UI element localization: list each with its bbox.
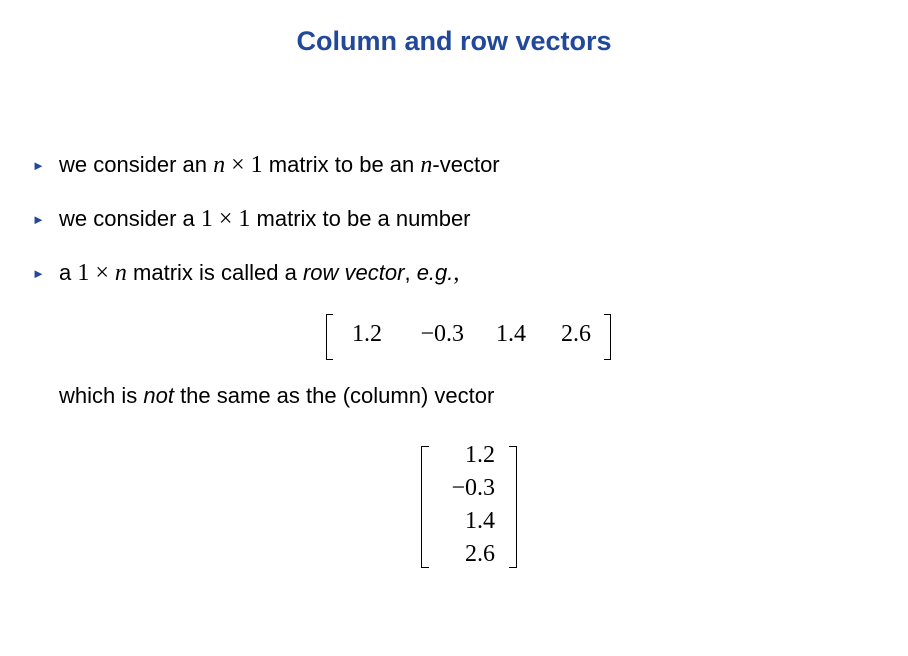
emphasis-text: row vector	[302, 260, 405, 285]
bullet-text: we consider an	[59, 152, 214, 177]
matrix-entry: 2.6	[561, 321, 591, 347]
right-bracket	[509, 446, 517, 568]
bullet-text: -vector	[432, 152, 500, 177]
math-expression: × 1	[225, 152, 263, 178]
math-variable: n	[114, 260, 127, 286]
math-expression: 1 × 1	[200, 206, 251, 232]
bullet-text: matrix to be a number	[250, 206, 471, 231]
emphasis-text: not	[143, 383, 174, 408]
matrix-entry: 2.6	[465, 541, 495, 567]
matrix-entry: 1.4	[465, 508, 495, 534]
emphasis-text: e.g.	[416, 260, 454, 285]
triangle-bullet-icon: ►	[32, 158, 45, 173]
right-bracket	[604, 314, 611, 360]
math-expression: 1 ×	[77, 260, 115, 286]
triangle-bullet-icon: ►	[32, 266, 45, 281]
bullet-item-2	[32, 205, 471, 234]
triangle-bullet-icon: ►	[32, 212, 45, 227]
bullet-item-3	[32, 259, 459, 288]
bullet-text: a	[59, 260, 78, 285]
followup-text	[59, 382, 494, 410]
bullet-text: ,	[404, 260, 417, 285]
matrix-entry: 1.2	[352, 321, 382, 347]
column-vector-matrix	[421, 442, 517, 568]
math-variable: n	[213, 152, 226, 178]
math-expression: ,	[453, 260, 460, 286]
matrix-entry: −0.3	[451, 475, 495, 501]
math-variable: n	[420, 152, 433, 178]
body-text: the same as the (column) vector	[173, 383, 495, 408]
bullet-text: matrix is called a	[126, 260, 303, 285]
bullet-item-1	[32, 151, 500, 180]
slide-title: Column and row vectors	[296, 26, 612, 56]
matrix-entry: 1.4	[496, 321, 526, 347]
bullet-text: matrix to be an	[262, 152, 421, 177]
bullet-text: we consider a	[59, 206, 201, 231]
matrix-entry: −0.3	[420, 321, 464, 347]
body-text: which is	[59, 383, 144, 408]
matrix-entry: 1.2	[465, 442, 495, 468]
